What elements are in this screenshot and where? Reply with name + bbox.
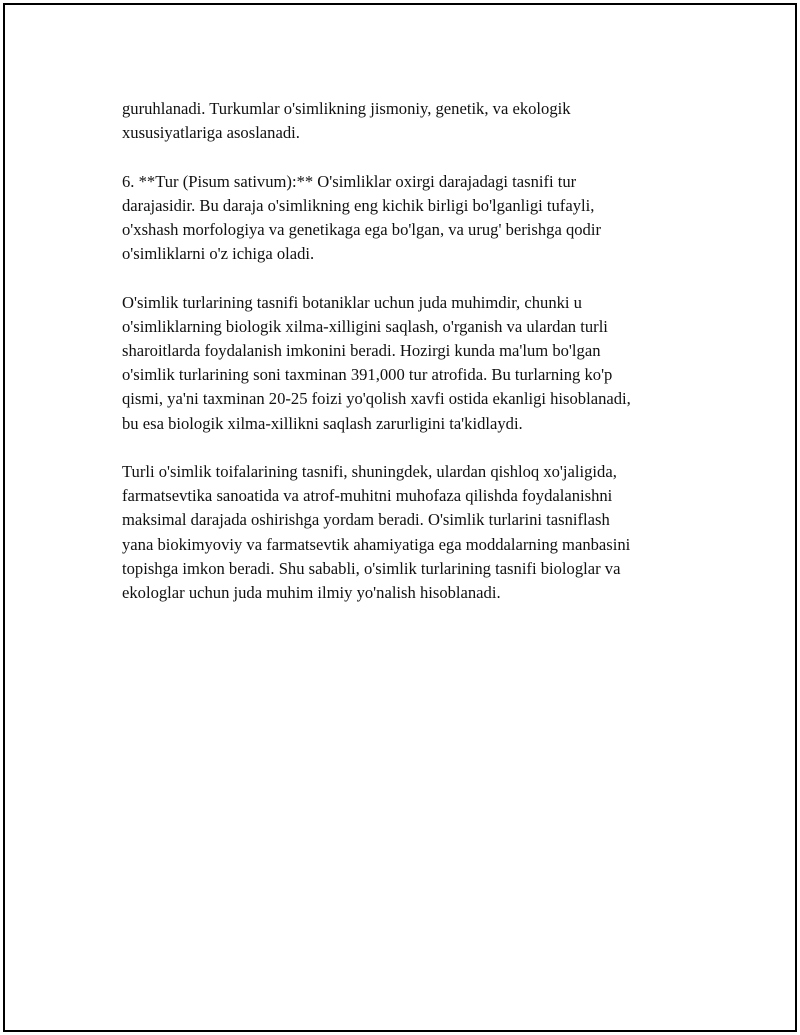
text-line: O'simlik turlarining tasnifi botaniklar uchun juda muhimdir, chunki u: [122, 292, 582, 312]
text-line: maksimal darajada oshirishga yordam beradi. O'simlik turlarini tasniflash: [122, 510, 610, 530]
text-line: o'simliklarni o'z ichiga oladi.: [122, 244, 315, 264]
text-line: o'xshash morfologiya va genetikaga ega bo'lgan, va urug' berishga qodir: [122, 220, 601, 239]
text-line: guruhlanadi. Turkumlar o'simlikning jismoniy, genetik, va ekologik: [122, 99, 571, 118]
text-line: topishga imkon beradi. Shu sababli, o'simlik turlarining tasnifi biologlar va: [122, 558, 621, 578]
text-line: bu esa biologik xilma-xillikni saqlash zarurligini ta'kidlaydi.: [122, 413, 523, 433]
page-frame: [3, 3, 797, 1032]
text-line: farmatsevtika sanoatida va atrof-muhitni muhofaza qilishda foydalanishni: [122, 486, 613, 506]
text-line: 6. **Tur (Pisum sativum):** O'simliklar oxirgi darajadagi tasnifi tur: [122, 171, 577, 191]
text-line: yana biokimyoviy va farmatsevtik ahamiyatiga ega moddalarning manbasini: [122, 534, 631, 554]
text-line: xususiyatlariga asoslanadi.: [122, 123, 300, 143]
text-line: qismi, ya'ni taxminan 20-25 foizi yo'qolish xavfi ostida ekanligi hisoblanadi,: [122, 389, 631, 409]
text-line: o'simlik turlarining soni taxminan 391,000 tur atrofida. Bu turlarning ko'p: [122, 365, 613, 385]
text-line: sharoitlarda foydalanish imkonini beradi. Hozirgi kunda ma'lum bo'lgan: [122, 341, 601, 360]
document-body: [122, 97, 702, 629]
text-line: Turli o'simlik toifalarining tasnifi, shuningdek, ulardan qishloq xo'jaligida,: [122, 462, 617, 481]
paragraph-applications: [122, 460, 702, 605]
text-line: o'simliklarning biologik xilma-xilligini saqlash, o'rganish va ulardan turli: [122, 316, 608, 336]
text-line: ekologlar uchun juda muhim ilmiy yo'nalish hisoblanadi.: [122, 583, 501, 603]
paragraph-importance: [122, 291, 702, 436]
text-line: darajasidir. Bu daraja o'simlikning eng kichik birligi bo'lganligi tufayli,: [122, 195, 595, 215]
paragraph-species-rank: [122, 170, 702, 267]
paragraph-continuation: [122, 97, 702, 145]
